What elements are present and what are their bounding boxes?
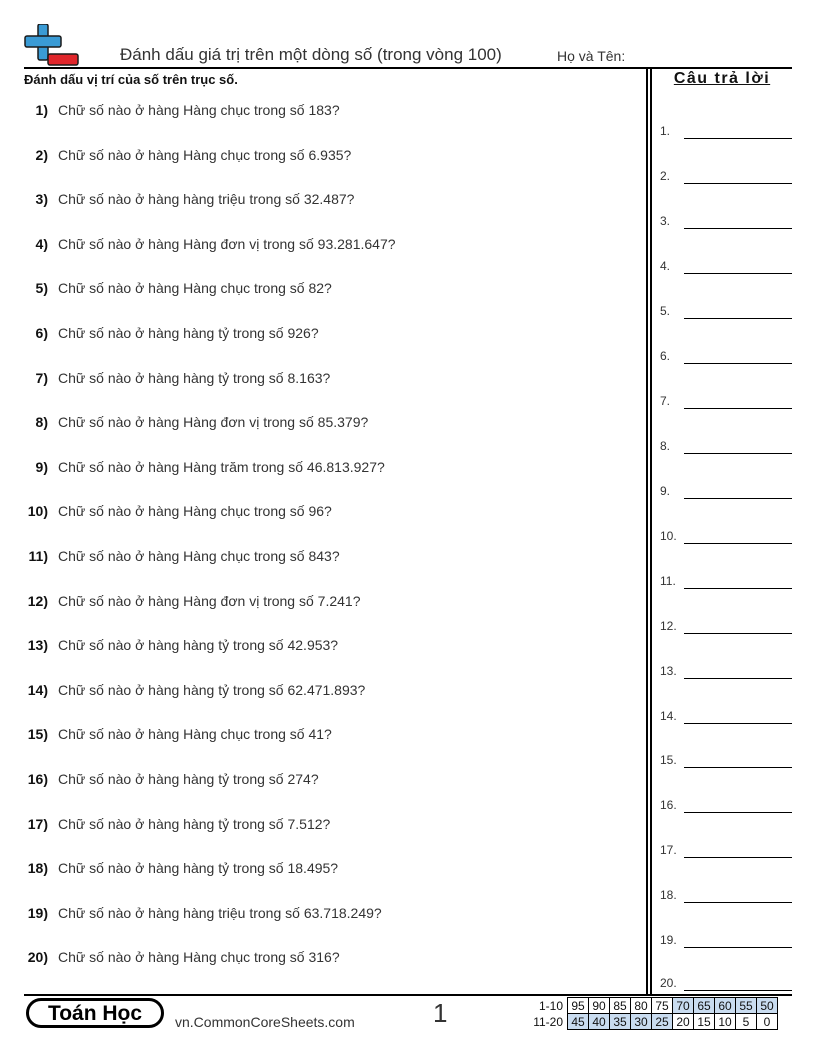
question-number: 6)	[35, 325, 48, 341]
answer-slot[interactable]	[660, 933, 792, 951]
answer-line	[684, 138, 792, 139]
question-number: 4)	[35, 235, 48, 252]
question-item	[0, 767, 640, 791]
answer-line	[684, 678, 792, 679]
answer-slot[interactable]	[660, 709, 792, 727]
column-divider-inner	[650, 67, 652, 995]
question-item	[0, 901, 640, 925]
answer-number: 8.	[660, 439, 671, 453]
answer-slot[interactable]	[660, 664, 792, 682]
question-text: Chữ số nào ở hàng Hàng chục trong số 843?	[58, 548, 340, 564]
answer-slot[interactable]	[660, 843, 792, 861]
answer-slot[interactable]	[660, 394, 792, 412]
question-text: Chữ số nào ở hàng Hàng chục trong số 41?	[58, 726, 332, 743]
page-number: 1	[433, 998, 448, 1028]
answer-line	[684, 273, 792, 274]
score-cell-highlighted: 25	[652, 1014, 673, 1030]
answer-slot[interactable]	[660, 753, 792, 771]
answer-number: 2.	[660, 169, 671, 183]
column-divider	[646, 67, 648, 995]
question-text: Chữ số nào ở hàng Hàng chục trong số 82?	[58, 280, 332, 297]
score-cell: 80	[631, 998, 652, 1014]
question-number: 2)	[35, 146, 48, 163]
score-cell: 0	[757, 1014, 778, 1030]
answer-number: 13.	[660, 664, 677, 678]
question-number: 12)	[27, 592, 48, 609]
question-text: Chữ số nào ở hàng Hàng đơn vị trong số 93.281.647?	[58, 235, 396, 252]
score-cell: 5	[736, 1014, 757, 1030]
score-table	[527, 997, 778, 1030]
answers-heading: Câu trả lời	[673, 70, 771, 87]
answer-slot[interactable]	[660, 214, 792, 232]
question-text: Chữ số nào ở hàng Hàng chục trong số 316?	[58, 949, 340, 966]
answer-number: 16.	[660, 798, 677, 812]
answer-number: 18.	[660, 888, 677, 902]
score-row-label: 11-20	[533, 1014, 563, 1029]
answer-slot[interactable]	[660, 484, 792, 502]
question-number: 9)	[35, 458, 48, 475]
question-number: 5)	[35, 280, 48, 297]
question-item	[0, 856, 640, 880]
question-item	[0, 321, 640, 345]
answer-line	[684, 318, 792, 319]
answer-number: 4.	[660, 259, 671, 273]
score-cell: 75	[652, 998, 673, 1014]
subject-badge: Toán Học	[26, 998, 164, 1028]
score-cell: 15	[694, 1014, 715, 1030]
question-number: 7)	[35, 369, 48, 386]
answer-slot[interactable]	[660, 798, 792, 816]
question-item	[0, 945, 640, 969]
instructions: Đánh dấu vị trí của số trên trục số.	[24, 72, 238, 87]
answer-number: 20.	[660, 976, 677, 990]
question-number: 19)	[27, 904, 48, 921]
answer-number: 6.	[660, 349, 671, 363]
score-cell-highlighted: 55	[736, 998, 757, 1014]
score-cell: 10	[715, 1014, 736, 1030]
question-text: Chữ số nào ở hàng Hàng chục trong số 183?	[58, 102, 340, 118]
answer-line	[684, 453, 792, 454]
score-cell-highlighted: 60	[715, 998, 736, 1014]
score-cell-highlighted: 45	[568, 1014, 589, 1030]
name-field-label: Họ và Tên:	[557, 48, 626, 64]
answer-line	[684, 767, 792, 768]
question-number: 8)	[35, 414, 48, 431]
answer-slot[interactable]	[660, 124, 792, 142]
answer-number: 1.	[660, 124, 671, 138]
question-item	[0, 366, 640, 390]
question-text: Chữ số nào ở hàng hàng triệu trong số 63.718.249?	[58, 904, 382, 921]
question-item	[0, 499, 640, 523]
score-cell-highlighted: 65	[694, 998, 715, 1014]
question-text: Chữ số nào ở hàng hàng tỷ trong số 18.495?	[58, 860, 339, 877]
question-text: Chữ số nào ở hàng hàng tỷ trong số 926?	[58, 325, 319, 341]
question-item	[0, 633, 640, 657]
answer-line	[684, 228, 792, 229]
question-item	[0, 187, 640, 211]
answer-line	[684, 723, 792, 724]
question-item	[0, 98, 640, 122]
question-number: 14)	[27, 681, 48, 698]
question-number: 17)	[27, 815, 48, 832]
answer-number: 11.	[660, 574, 676, 588]
answer-number: 15.	[660, 753, 677, 767]
question-number: 18)	[27, 860, 48, 877]
answer-line	[684, 498, 792, 499]
question-item	[0, 455, 640, 479]
question-text: Chữ số nào ở hàng Hàng đơn vị trong số 7.241?	[58, 592, 361, 609]
answer-slot[interactable]	[660, 259, 792, 277]
answer-line	[684, 633, 792, 634]
answer-number: 19.	[660, 933, 677, 947]
answer-line	[684, 857, 792, 858]
answer-number: 12.	[660, 619, 677, 633]
question-number: 15)	[27, 726, 48, 743]
answer-slot[interactable]	[660, 574, 792, 592]
answer-line	[684, 947, 792, 948]
score-row	[527, 998, 778, 1014]
answer-line	[684, 902, 792, 903]
answer-number: 17.	[660, 843, 677, 857]
header-divider	[24, 67, 792, 69]
answer-line	[684, 363, 792, 364]
answer-number: 5.	[660, 304, 671, 318]
answer-line	[684, 543, 792, 544]
answer-line	[684, 588, 792, 589]
answer-slot[interactable]	[660, 619, 792, 637]
footer-divider	[24, 994, 792, 996]
question-item	[0, 544, 640, 568]
answer-line	[684, 183, 792, 184]
plus-minus-logo-icon	[24, 24, 80, 68]
answer-line	[684, 812, 792, 813]
answer-number: 9.	[660, 484, 671, 498]
answer-slot[interactable]	[660, 349, 792, 367]
question-text: Chữ số nào ở hàng Hàng chục trong số 6.935?	[58, 146, 352, 163]
question-item	[0, 722, 640, 746]
question-text: Chữ số nào ở hàng hàng tỷ trong số 274?	[58, 771, 319, 787]
score-cell-highlighted: 30	[631, 1014, 652, 1030]
answer-slot[interactable]	[660, 529, 792, 547]
question-number: 16)	[27, 771, 48, 787]
score-cell: 90	[589, 998, 610, 1014]
score-cell: 95	[568, 998, 589, 1014]
question-text: Chữ số nào ở hàng hàng triệu trong số 32.487?	[58, 191, 355, 208]
score-cell-highlighted: 50	[757, 998, 778, 1014]
question-text: Chữ số nào ở hàng Hàng chục trong số 96?	[58, 503, 332, 520]
score-row	[527, 1014, 778, 1030]
question-text: Chữ số nào ở hàng hàng tỷ trong số 8.163?	[58, 369, 331, 386]
worksheet-title: Đánh dấu giá trị trên một dòng số (trong vòng 100)	[120, 45, 502, 64]
answer-number: 10.	[660, 529, 677, 543]
question-text: Chữ số nào ở hàng hàng tỷ trong số 42.953?	[58, 637, 339, 654]
question-number: 11)	[28, 548, 48, 564]
answer-slot[interactable]	[660, 888, 792, 906]
score-cell: 85	[610, 998, 631, 1014]
question-item	[0, 589, 640, 613]
question-number: 10)	[27, 503, 48, 520]
site-url[interactable]: vn.CommonCoreSheets.com	[175, 1014, 355, 1030]
answer-slot[interactable]	[660, 304, 792, 322]
score-cell: 20	[673, 1014, 694, 1030]
score-cell-highlighted: 40	[589, 1014, 610, 1030]
question-item	[0, 812, 640, 836]
question-text: Chữ số nào ở hàng hàng tỷ trong số 62.471.893?	[58, 681, 366, 698]
answer-slot[interactable]	[660, 169, 792, 187]
question-text: Chữ số nào ở hàng hàng tỷ trong số 7.512?	[58, 815, 331, 832]
answer-number: 3.	[660, 214, 671, 228]
question-item	[0, 276, 640, 300]
question-item	[0, 143, 640, 167]
score-cell-highlighted: 70	[673, 998, 694, 1014]
question-number: 20)	[27, 949, 48, 966]
score-row-label: 1-10	[538, 998, 563, 1013]
question-number: 13)	[27, 637, 48, 654]
question-item	[0, 232, 640, 256]
answer-slot[interactable]	[660, 976, 792, 994]
answer-line	[684, 990, 792, 991]
score-cell-highlighted: 35	[610, 1014, 631, 1030]
question-item	[0, 678, 640, 702]
answer-line	[684, 408, 792, 409]
question-number: 1)	[35, 102, 48, 118]
question-number: 3)	[35, 191, 48, 208]
answer-number: 7.	[660, 394, 671, 408]
answer-slot[interactable]	[660, 439, 792, 457]
answer-number: 14.	[660, 709, 677, 723]
question-item	[0, 410, 640, 434]
question-text: Chữ số nào ở hàng Hàng trăm trong số 46.813.927?	[58, 458, 385, 475]
question-text: Chữ số nào ở hàng Hàng đơn vị trong số 85.379?	[58, 414, 369, 431]
